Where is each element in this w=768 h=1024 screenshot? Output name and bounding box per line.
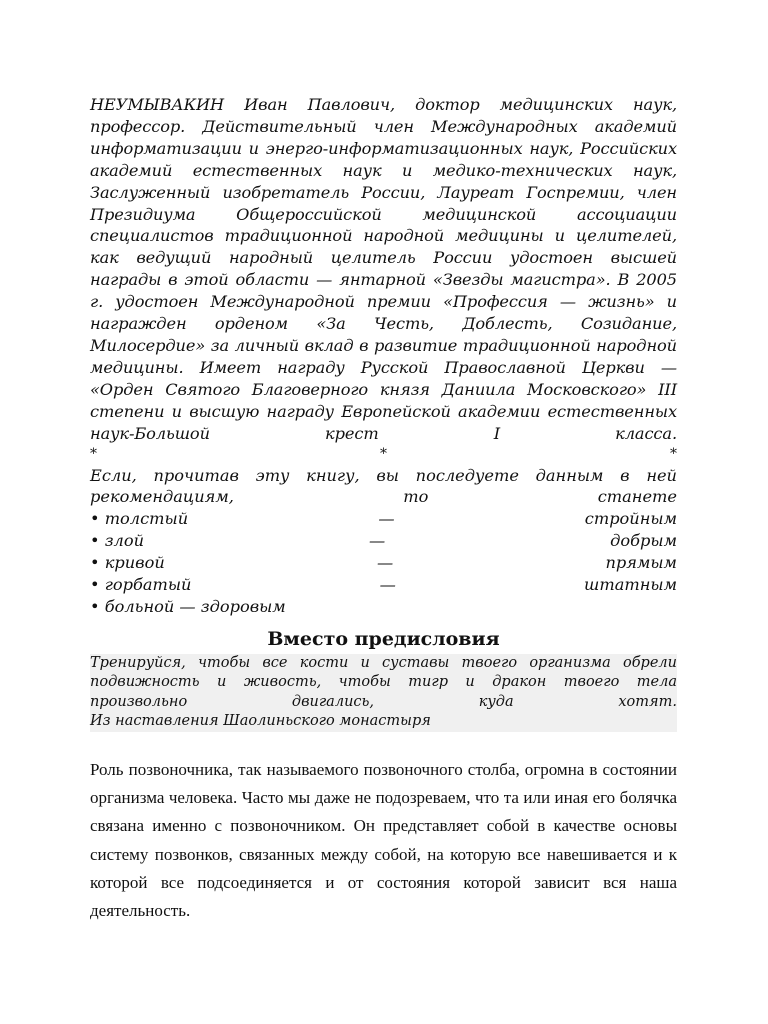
separator-star-right: * [670, 445, 677, 462]
advice-intro: Если, прочитав эту книгу, вы последуете данным в ней [90, 465, 677, 485]
section-title: Вместо предисловия [267, 627, 500, 650]
separator-stars [90, 445, 677, 465]
epigraph-word: двигались, [291, 693, 375, 710]
advice-item-to: стройным [584, 509, 677, 529]
epigraph-quote: Тренируйся, чтобы все кости и суставы твоего организма обрели подвижность и живость, чтобы тигр и дракон твоего тела [90, 654, 677, 691]
document-page [90, 94, 677, 926]
advice-item-to: добрым [610, 531, 677, 551]
advice-item-last [90, 596, 677, 618]
advice-block [90, 465, 677, 618]
author-bio-block [90, 94, 677, 445]
advice-item-to: штатным [584, 574, 677, 594]
advice-item [90, 552, 677, 574]
epigraph-word: хотят. [618, 693, 677, 710]
advice-line-2 [90, 486, 677, 508]
separator-star-left: * [90, 445, 97, 462]
advice-item-from: • толстый [90, 509, 189, 529]
advice-line-2-center: то [403, 487, 429, 507]
epigraph-block [90, 654, 677, 732]
advice-line-2-left: рекомендациям, [90, 487, 234, 507]
advice-item [90, 574, 677, 596]
epigraph-source: Из наставления Шаолиньского монастыря [90, 713, 431, 730]
author-bio-text: НЕУМЫВАКИН Иван Павлович, доктор медицинских наук, профессор. Действительный член Международных академий информатизации и энерго-информатизационных наук, Российских академий естественных наук и медико-технических наук, Заслуженный изобретатель России, Лауреат Госпремии, член Президиума Общероссийской медицинской ассоциации специалистов традиционной народной медицины и целителей, как ведущий народный целитель России удостоен высшей награды в этой области — янтарной «Звезды магистра». В 2005 г. удостоен Международной премии «Профессия — жизнь» и награжден орденом «За Честь, Доблесть, Созидание, Милосердие» за личный вклад в развитие традиционной народной медицины. Имеет награду Русской Православной Церкви — «Орден Святого Благоверного князя Даниила Московского» III степени и высшую награду Европейской академии естественных наук-Большой крест I класса. [90, 95, 677, 443]
body-text-block [90, 756, 677, 926]
advice-item-from: • злой [90, 531, 145, 551]
epigraph-word: произвольно [90, 693, 188, 710]
advice-item-dash: — [379, 574, 396, 594]
advice-item-from: • кривой [90, 553, 165, 573]
advice-item-dash: — [377, 553, 394, 573]
advice-item-dash: — [378, 509, 395, 529]
epigraph-word: куда [478, 693, 514, 710]
advice-item [90, 530, 677, 552]
advice-item [90, 508, 677, 530]
advice-last-item-text: • больной — здоровым [90, 596, 286, 616]
epigraph-last-line [90, 693, 677, 713]
separator-star-center: * [380, 445, 387, 462]
advice-item-dash: — [368, 531, 386, 551]
advice-item-from: • горбатый [90, 574, 192, 594]
advice-line-2-right: станете [597, 487, 677, 507]
advice-item-to: прямым [605, 553, 677, 573]
body-paragraph: Роль позвоночника, так называемого позвоночного столба, огромна в состоянии организма человека. Часто мы даже не подозреваем, что та или иная его болячка связана именно с позвоночником. Он представляет собой в качестве основы систему позвонков, связанных между собой, на которую все навешивается и к которой все подсоединяется и от состояния которой зависит вся наша деятельность. [90, 759, 677, 921]
